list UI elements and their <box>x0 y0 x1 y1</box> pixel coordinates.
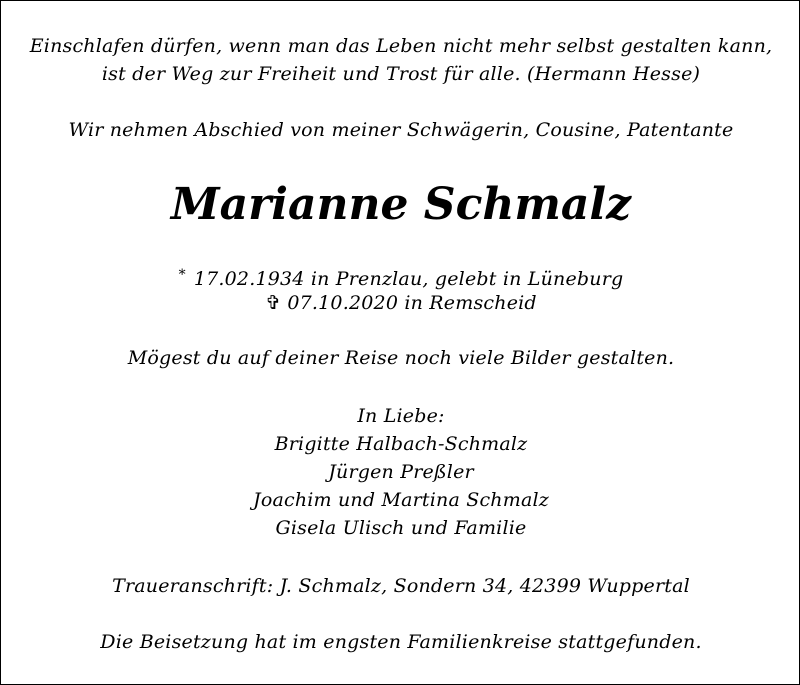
wish-text: Mögest du auf deiner Reise noch viele Bilder gestalten. <box>127 347 675 369</box>
mourner-name: Jürgen Preßler <box>328 461 474 483</box>
birth-line <box>1 263 800 291</box>
mourners-heading: In Liebe: <box>357 405 445 427</box>
birth-star-icon: * <box>178 267 186 283</box>
mourner-name: Joachim und Martina Schmalz <box>253 489 549 511</box>
quote-line-1: Einschlafen dürfen, wenn man das Leben nicht mehr selbst gestalten kann, <box>29 35 773 57</box>
funeral-note: Die Beisetzung hat im engsten Familienkreise stattgefunden. <box>100 631 702 653</box>
cross-icon: ✞ <box>265 292 282 314</box>
quote-line-2: ist der Weg zur Freiheit und Trost für alle. (Hermann Hesse) <box>101 63 701 85</box>
death-line <box>1 291 800 315</box>
deceased-name: Marianne Schmalz <box>170 179 632 230</box>
mourner-name: Gisela Ulisch und Familie <box>275 517 527 539</box>
birth-text: 17.02.1934 in Prenzlau, gelebt in Lüneburg <box>193 268 624 290</box>
death-text: 07.10.2020 in Remscheid <box>287 292 537 314</box>
mourner-name: Brigitte Halbach-Schmalz <box>274 433 528 455</box>
mourning-address: Traueranschrift: J. Schmalz, Sondern 34, 42399 Wuppertal <box>112 575 690 597</box>
intro-text: Wir nehmen Abschied von meiner Schwägerin, Cousine, Patentante <box>68 119 734 141</box>
